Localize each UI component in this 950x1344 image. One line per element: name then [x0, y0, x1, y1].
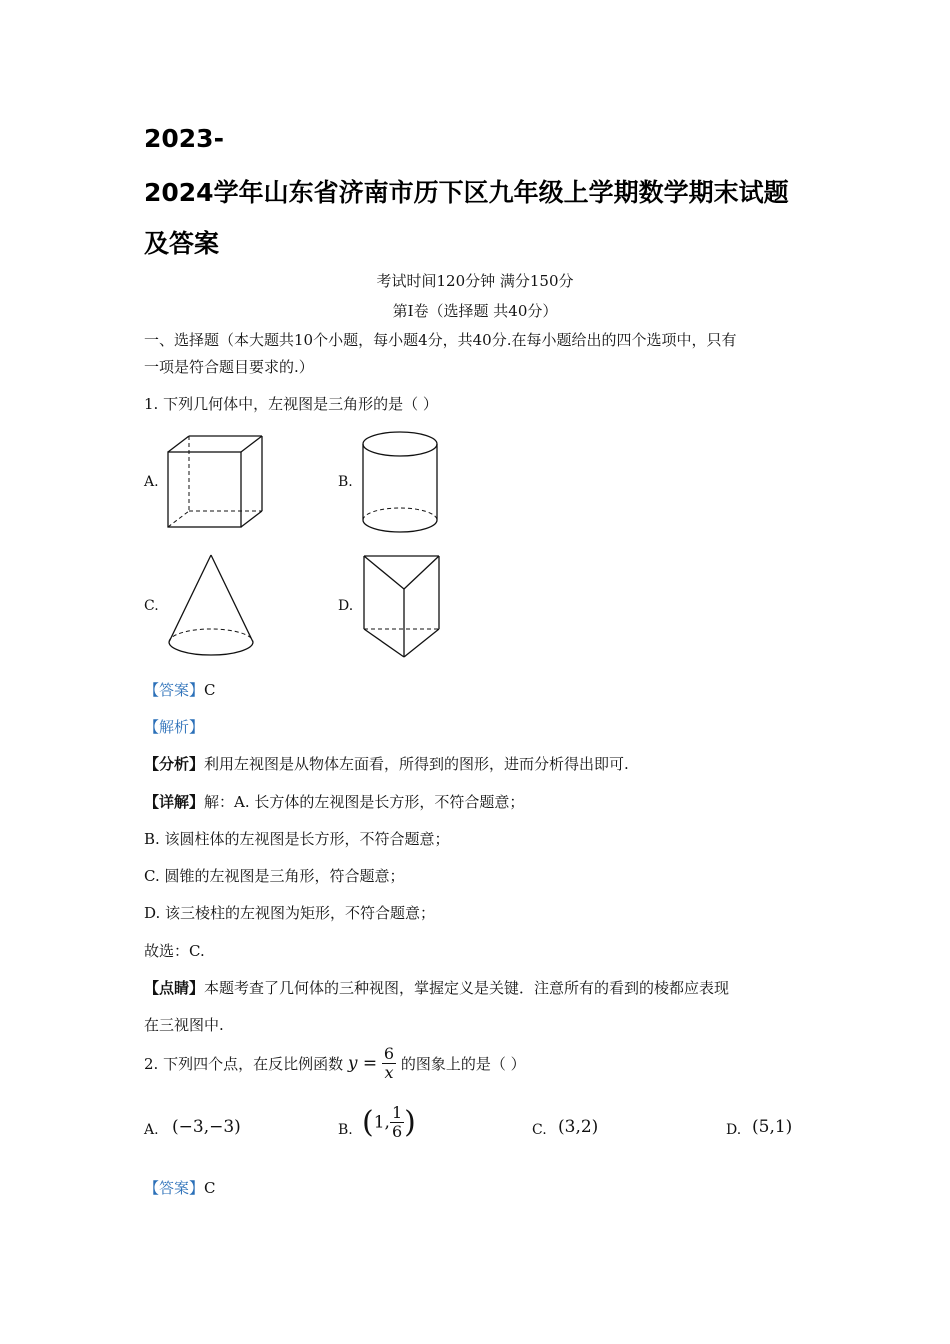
q2-option-a-label: A.	[144, 1122, 159, 1138]
q1-answer-value: C	[204, 681, 216, 699]
fenxi-tag: 【分析】	[144, 755, 205, 773]
cube-figure	[165, 434, 265, 530]
fenxi-text: 利用左视图是从物体左面看，所得到的图形，进而分析得出即可.	[204, 755, 629, 773]
triangular-prism-figure	[361, 553, 443, 661]
q2-stem-pre: 2. 下列四个点，在反比例函数	[144, 1055, 344, 1073]
q2-option-b-value: (1, $\frac{1}{6}$ )	[362, 1103, 416, 1141]
q1-line-b: B. 该圆柱体的左视图是长方形，不符合题意；	[144, 830, 450, 848]
q1-analysis-heading	[144, 716, 204, 737]
dianjing-tag: 【点睛】	[144, 979, 205, 997]
q2-answer-tag: 【答案】	[144, 1179, 205, 1197]
q1-xiangjie	[144, 791, 524, 812]
q2-stem	[144, 1045, 526, 1082]
q1-dianjing-line-2: 在三视图中.	[144, 1016, 224, 1034]
q1-answer	[144, 679, 216, 700]
title-line-1: 2023-	[144, 124, 224, 153]
q1-option-d-label: D.	[338, 598, 354, 614]
q1-fenxi	[144, 753, 629, 774]
q2-answer-value: C	[204, 1179, 216, 1197]
q2-option-b-label: B.	[338, 1122, 353, 1138]
cone-figure	[166, 552, 258, 662]
part1-intro-line-1: 一、选择题（本大题共10个小题，每小题4分，共40分.在每小题给出的四个选项中，只有	[144, 331, 737, 349]
q1-stem: 1. 下列几何体中，左视图是三角形的是（ ）	[144, 395, 438, 413]
q2-func-numerator: 6	[383, 1044, 395, 1063]
q2-func-fraction	[382, 1045, 396, 1082]
xiangjie-tag: 【详解】	[144, 793, 205, 811]
cylinder-figure	[360, 430, 442, 534]
q2-option-a-value: (−3,−3)	[172, 1117, 241, 1137]
q1-option-a-label: A.	[144, 474, 159, 490]
q2-option-b-denominator: 6	[391, 1122, 403, 1141]
answer-tag: 【答案】	[144, 681, 205, 699]
q2-option-b-numerator: 1	[391, 1103, 403, 1122]
analysis-tag: 【解析】	[144, 718, 205, 736]
title-line-2: 2024学年山东省济南市历下区九年级上学期数学期末试题	[144, 178, 789, 207]
q2-func-denominator: x	[384, 1063, 394, 1082]
q1-line-c: C. 圆锥的左视图是三角形，符合题意；	[144, 867, 405, 885]
q2-option-c-label: C.	[532, 1122, 547, 1138]
q1-option-b-label: B.	[338, 474, 353, 490]
q1-line-d: D. 该三棱柱的左视图为矩形，不符合题意；	[144, 904, 436, 922]
title-line-3: 及答案	[144, 229, 220, 258]
q2-option-b-pre: 1,	[373, 1112, 390, 1133]
q2-option-c-value: (3,2)	[558, 1117, 599, 1137]
q2-option-d-value: (5,1)	[752, 1117, 793, 1137]
q2-answer	[144, 1177, 216, 1198]
dianjing-text-1: 本题考查了几何体的三种视图，掌握定义是关键．注意所有的看到的棱都应表现	[204, 979, 730, 997]
q2-stem-post: 的图象上的是（ ）	[400, 1055, 526, 1073]
q1-option-c-label: C.	[144, 598, 159, 614]
exam-info: 考试时间120分钟 满分150分	[376, 272, 574, 290]
xiangjie-text: 解：A. 长方体的左视图是长方形，不符合题意；	[204, 793, 525, 811]
q2-option-d-label: D.	[726, 1122, 742, 1138]
part1-intro-line-2: 一项是符合题目要求的.）	[144, 358, 314, 376]
section-header: 第Ⅰ卷（选择题 共40分）	[392, 302, 558, 320]
q2-func-lhs: y =	[347, 1053, 378, 1074]
q1-dianjing	[144, 977, 729, 998]
q1-conclusion: 故选：C.	[144, 942, 205, 960]
q2-option-b-fraction	[390, 1104, 404, 1141]
